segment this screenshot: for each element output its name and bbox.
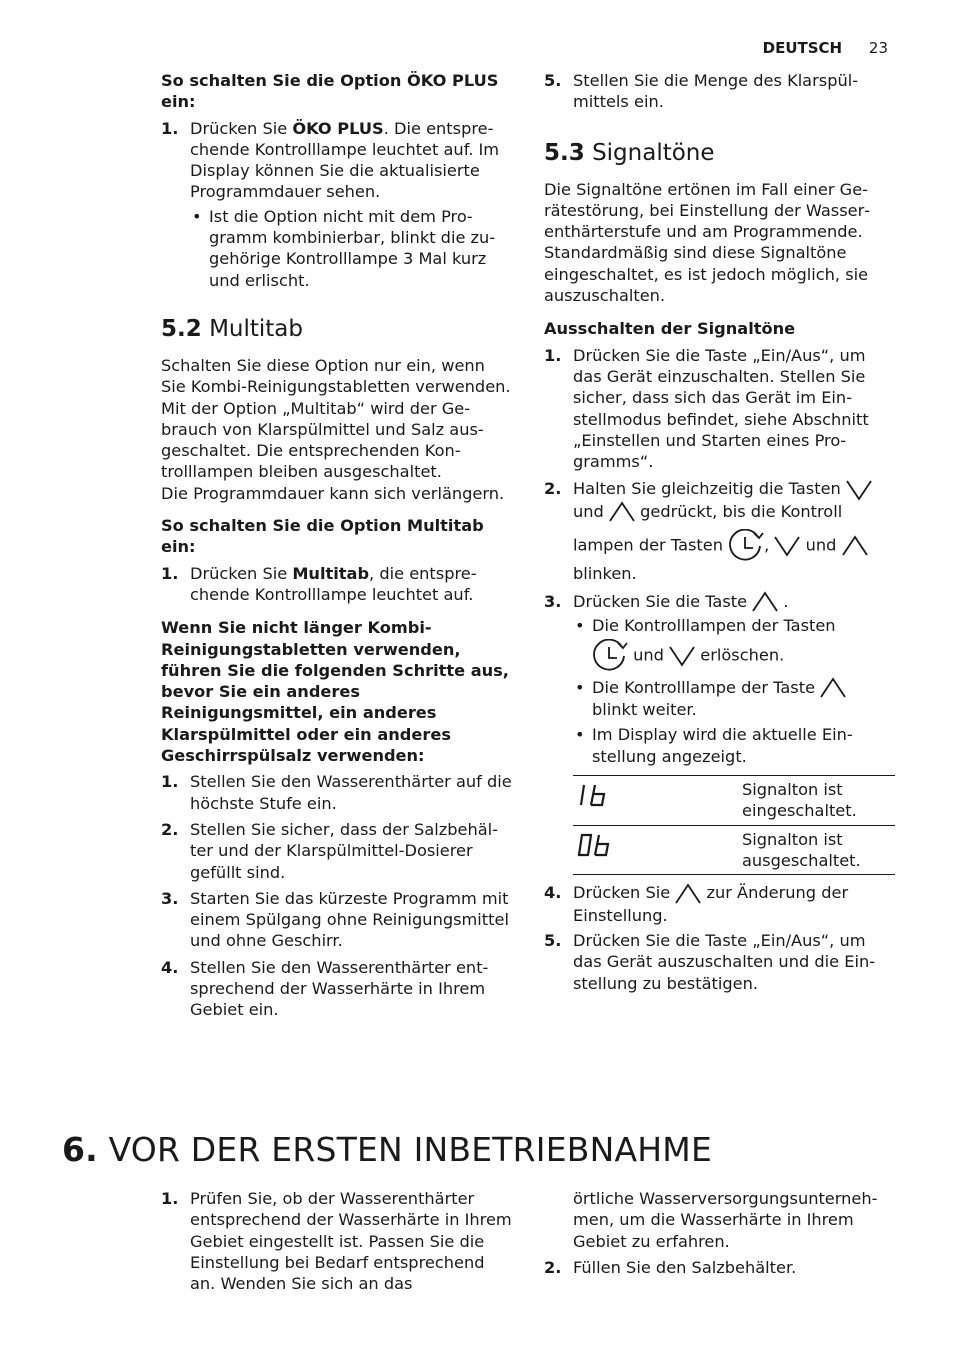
step-text: . Die entsprechende Kontrolllampe leuchtet auf. Im Display können Sie die aktualisierte Programmdauer sehen. [190, 118, 500, 202]
signal-steps [544, 345, 896, 767]
step-number: 5. [544, 71, 562, 90]
multitab-paragraph-2: Mit der Option „Multitab“ wird der Gebrauch von Klarspülmittel und Salz ausgeschaltet. Die entsprechenden Kontrolllampen bleiben ausgeschaltet. [161, 398, 484, 482]
section-6-right-column [544, 1188, 896, 1278]
chevron-up-icon [752, 591, 778, 613]
chevron-down-icon [774, 535, 800, 557]
signal-step-3 [544, 591, 896, 767]
warning-step [161, 957, 513, 1021]
section-number: 5.3 [544, 139, 585, 166]
step-text: Prüfen Sie, ob der Wasserenthärter entsprechend der Wasserhärte in Ihrem Gebiet eingestellt ist. Passen Sie die Einstellung bei Bedarf entsprechend an. Wenden Sie sich an das [190, 1189, 512, 1294]
section-title: VOR DER ERSTEN INBETRIEBNAHME [108, 1130, 713, 1169]
chevron-up-icon [842, 535, 868, 557]
warning-step [161, 819, 513, 883]
header-language: DEUTSCH [762, 39, 843, 57]
step-number: 2. [544, 1257, 562, 1277]
step-3-bullets [573, 615, 896, 767]
step-text: Drücken Sie [573, 883, 671, 903]
step-text: Stellen Sie sicher, dass der Salzbehälter und der Klarspülmittel-Dosierer gefüllt sind. [190, 819, 498, 882]
multitab-heading: So schalten Sie die Option Multitab ein: [161, 516, 484, 557]
warning-heading: Wenn Sie nicht länger Kombi-Reinigungstabletten verwenden, führen Sie die folgenden Schritte aus, bevor Sie ein anderes Reinigungsmittel, ein anderes Klarspülmittel oder ein anderes Geschirrspülsalz verwenden: [161, 618, 509, 766]
timer-icon [592, 639, 628, 673]
display-code-cell [573, 775, 742, 825]
signal-steps-continued [544, 882, 896, 994]
klarspuel-steps [544, 70, 896, 113]
step-text: Drücken Sie die Taste „Ein/Aus“, um das Gerät einzuschalten. Stellen Sie sicher, dass sich das Gerät im Einstellmodus befindet, siehe Abschnitt „Einstellen und Starten eines Programms“. [573, 345, 869, 472]
multitab-steps [161, 563, 513, 606]
multitab-paragraph-1: Schalten Sie diese Option nur ein, wenn Sie Kombi-Reinigungstabletten verwenden. [161, 355, 511, 397]
section-number: 6. [62, 1130, 98, 1169]
chevron-up-icon [820, 677, 846, 699]
section-6-steps-continued [544, 1188, 896, 1278]
left-column [161, 70, 513, 1021]
step-text: Drücken Sie die Taste [573, 591, 748, 611]
signal-display-table [573, 775, 895, 875]
warning-step [161, 771, 513, 814]
display-description: Signalton ist ausgeschaltet. [742, 825, 895, 875]
step-text: erlöschen. [700, 645, 785, 665]
section-title: Signaltöne [592, 139, 715, 166]
bullet-item [573, 615, 896, 672]
step-text: Halten Sie gleichzeitig die Tasten [573, 479, 841, 499]
warning-steps [161, 771, 513, 1020]
signal-off-heading: Ausschalten der Signaltöne [544, 319, 796, 339]
section-6-step-1-continued [544, 1188, 896, 1252]
right-column [544, 70, 896, 994]
step-number: 2. [544, 479, 562, 499]
step-number: 3. [544, 591, 562, 611]
oekoplus-heading: So schalten Sie die Option ÖKO PLUS ein: [161, 71, 499, 112]
signal-step-4 [544, 882, 896, 926]
timer-icon [728, 529, 764, 563]
step-number: 4. [161, 957, 179, 977]
step-text: Stellen Sie den Wasserenthärter auf die höchste Stufe ein. [190, 772, 512, 813]
step-text: blinkt weiter. [592, 700, 697, 720]
chevron-up-icon [609, 501, 635, 523]
display-description: Signalton ist eingeschaltet. [742, 775, 895, 825]
section-5-2-heading [161, 315, 513, 343]
signal-step-5 [544, 930, 896, 994]
signal-paragraph: Die Signaltöne ertönen im Fall einer Gerätestörung, bei Einstellung der Wasserenthärterstufe und am Programmende. Standardmäßig sind diese Signaltöne eingeschaltet, es ist jedoch möglich, sie auszuschalten. [544, 179, 871, 306]
oekoplus-steps [161, 118, 513, 291]
bullet-item: • Im Display wird die aktuelle Einstellung angezeigt. [573, 724, 896, 767]
step-number: 5. [544, 930, 562, 950]
display-code-cell [573, 825, 742, 875]
step-number: 1. [161, 118, 179, 138]
oekoplus-bullets [190, 206, 513, 291]
step-number: 1. [161, 563, 179, 583]
step-text: , die entsprechende Kontrolllampe leuchtet auf. [190, 563, 477, 604]
step-text: Drücken Sie [190, 563, 293, 583]
step-text: Die Kontrolllampe der Taste [592, 677, 816, 697]
step-text: zur Änderung der Einstellung. [573, 883, 849, 925]
step-text: Die Kontrolllampen der Tasten [592, 616, 836, 636]
step-text: örtliche Wasserversorgungsunternehmen, um die Wasserhärte in Ihrem Gebiet zu erfahren. [573, 1189, 878, 1251]
step-number: 1. [544, 345, 562, 365]
step-text: blinken. [573, 564, 637, 584]
section-title: Multitab [209, 315, 303, 342]
section-6-step-1 [161, 1188, 513, 1294]
section-5-3-heading [544, 139, 896, 167]
step-text: und [633, 645, 664, 665]
chevron-up-icon [675, 883, 701, 905]
step-text: Stellen Sie den Wasserenthärter entsprechend der Wasserhärte in Ihrem Gebiet ein. [190, 957, 489, 1020]
step-number: 1. [161, 1189, 179, 1208]
step-text: Stellen Sie die Menge des Klarspülmittels ein. [573, 71, 859, 112]
oekoplus-step-1 [161, 118, 513, 291]
section-6-left-column [161, 1188, 513, 1294]
chevron-down-icon [669, 645, 695, 667]
step-text: Starten Sie das kürzeste Programm mit einem Spülgang ohne Reinigungsmittel und ohne Geschirr. [190, 888, 509, 951]
oekoplus-bullet: • Ist die Option nicht mit dem Programm kombinierbar, blinkt die zugehörige Kontrolllampe 3 Mal kurz und erlischt. [190, 206, 513, 291]
multitab-step-1 [161, 563, 513, 606]
signal-step-1 [544, 345, 896, 473]
page-header [763, 39, 888, 57]
step-5 [544, 70, 896, 113]
step-text: . [783, 591, 789, 611]
section-6-steps [161, 1188, 513, 1294]
step-number: 3. [161, 888, 179, 908]
section-6-heading [62, 1128, 902, 1172]
bullet-item [573, 677, 896, 721]
step-text: , [764, 535, 770, 555]
step-text: Drücken Sie die Taste „Ein/Aus“, um das Gerät auszuschalten und die Einstellung zu bestätigen. [573, 930, 876, 993]
step-text: und [573, 501, 604, 521]
step-number: 2. [161, 819, 179, 839]
step-text: gedrückt, bis die Kontroll [640, 501, 843, 521]
table-row [573, 775, 895, 825]
section-number: 5.2 [161, 315, 202, 342]
table-row [573, 825, 895, 875]
step-text: lampen der Tasten [573, 535, 723, 555]
step-text: Füllen Sie den Salzbehälter. [573, 1257, 797, 1277]
step-number: 1. [161, 772, 179, 792]
oekoplus-button-label: ÖKO PLUS [292, 118, 384, 138]
step-text: und [805, 535, 837, 555]
signal-step-2 [544, 478, 896, 584]
step-text: Drücken Sie [190, 118, 293, 138]
section-6 [62, 1128, 902, 1294]
warning-step [161, 888, 513, 952]
multitab-button-label: Multitab [292, 563, 370, 583]
multitab-paragraph-3: Die Programmdauer kann sich verlängern. [161, 483, 505, 503]
display-code-1b [576, 783, 616, 807]
step-number: 4. [544, 883, 562, 903]
chevron-down-icon [846, 479, 872, 501]
display-code-0b [576, 833, 616, 857]
section-6-step-2 [544, 1257, 896, 1278]
page-number: 23 [868, 39, 888, 57]
